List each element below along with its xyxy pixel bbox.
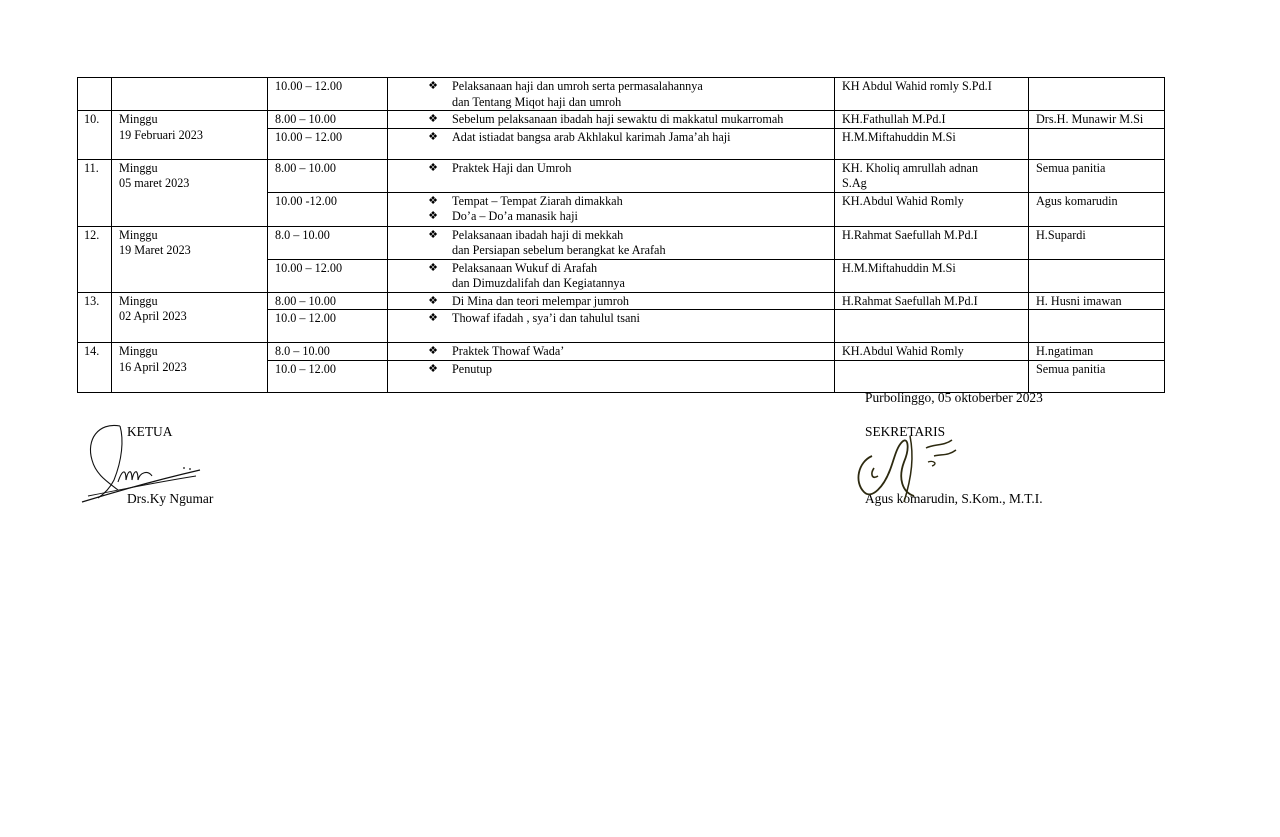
right-signer-title: SEKRETARIS	[865, 424, 946, 439]
topic-text: Pelaksanaan ibadah haji di mekkah dan Persiapan sebelum berangkat ke Arafah	[452, 227, 666, 257]
date-label: 02 April 2023	[119, 309, 187, 323]
diamond-bullet-icon: ❖	[428, 261, 438, 274]
speaker-cell: KH.Abdul Wahid Romly	[835, 343, 1029, 361]
committee-cell: Semua panitia	[1029, 360, 1165, 392]
day-label: Minggu	[119, 160, 158, 175]
session-topics	[388, 259, 835, 292]
session-topics	[388, 226, 835, 259]
session-topics	[388, 128, 835, 159]
day-date-cell	[112, 226, 268, 292]
topic-text: Adat istiadat bangsa arab Akhlakul karimah Jama’ah haji	[452, 129, 731, 144]
date-label: 16 April 2023	[119, 359, 187, 374]
diamond-bullet-icon: ❖	[428, 113, 438, 125]
session-topics	[388, 310, 835, 343]
session-topics	[388, 360, 835, 392]
topic-item	[395, 130, 827, 146]
row-number: 10.	[78, 111, 112, 160]
day-date-cell	[112, 159, 268, 226]
speaker-cell: H.M.Miftahuddin M.Si	[835, 259, 1029, 292]
row-number: 12.	[78, 226, 112, 292]
table-row	[78, 111, 1165, 129]
row-number: 13.	[78, 292, 112, 343]
schedule-table	[77, 77, 1165, 393]
day-date-cell	[112, 78, 268, 111]
committee-cell: H.Supardi	[1029, 226, 1165, 259]
committee-cell	[1029, 128, 1165, 159]
topic-item	[395, 344, 827, 360]
right-signer-name: Agus komarudin, S.Kom., M.T.I.	[865, 491, 1043, 506]
diamond-bullet-icon: ❖	[428, 210, 438, 222]
day-label: Minggu	[119, 344, 158, 358]
row-number: 14.	[78, 343, 112, 393]
speaker-cell: KH Abdul Wahid romly S.Pd.I	[835, 78, 1029, 111]
left-signer-name: Drs.Ky Ngumar	[127, 491, 214, 506]
place-date: Purbolinggo, 05 oktoberber 2023	[865, 390, 1043, 405]
table-row	[78, 292, 1165, 310]
topic-text: Di Mina dan teori melempar jumroh	[452, 293, 630, 308]
topic-item	[395, 209, 827, 225]
committee-cell	[1029, 259, 1165, 292]
speaker-cell: KH.Fathullah M.Pd.I	[835, 111, 1029, 129]
topic-item	[395, 161, 827, 177]
session-topics	[388, 292, 835, 310]
row-number	[78, 78, 112, 111]
speaker-cell: H.M.Miftahuddin M.Si	[835, 128, 1029, 159]
sekretaris-signature	[852, 426, 964, 506]
session-time: 8.00 – 10.00	[268, 159, 388, 192]
row-number: 11.	[78, 159, 112, 226]
session-time: 10.00 – 12.00	[268, 128, 388, 159]
diamond-bullet-icon: ❖	[428, 130, 438, 143]
session-time: 10.0 – 12.00	[268, 360, 388, 392]
speaker-cell: H.Rahmat Saefullah M.Pd.I	[835, 292, 1029, 310]
topic-text: Tempat – Tempat Ziarah dimakkah	[452, 193, 623, 208]
session-topics	[388, 78, 835, 111]
day-date-cell	[112, 111, 268, 160]
topic-text: Sebelum pelaksanaan ibadah haji sewaktu di makkatul mukarromah	[452, 112, 784, 126]
speaker-cell	[835, 310, 1029, 343]
topic-text: Pelaksanaan haji dan umroh serta permasalahannya dan Tentang Miqot haji dan umroh	[452, 79, 703, 109]
day-label: Minggu	[119, 293, 158, 308]
speaker-cell	[835, 360, 1029, 392]
speaker-cell: KH. Kholiq amrullah adnan S.Ag	[835, 159, 1029, 192]
committee-cell: Semua panitia	[1029, 159, 1165, 192]
session-time: 10.00 – 12.00	[268, 78, 388, 111]
session-time: 10.00 – 12.00	[268, 259, 388, 292]
speaker-cell: H.Rahmat Saefullah M.Pd.I	[835, 226, 1029, 259]
diamond-bullet-icon: ❖	[428, 294, 438, 307]
session-topics	[388, 111, 835, 129]
schedule-body	[78, 78, 1165, 393]
topic-item	[395, 194, 827, 210]
diamond-bullet-icon: ❖	[428, 228, 438, 241]
session-topics	[388, 192, 835, 226]
date-label: 05 maret 2023	[119, 176, 190, 190]
day-label: Minggu	[119, 227, 158, 242]
committee-cell	[1029, 310, 1165, 343]
table-row	[78, 226, 1165, 259]
topic-text: Thowaf ifadah , sya’i dan tahulul tsani	[452, 311, 640, 325]
session-topics	[388, 343, 835, 361]
diamond-bullet-icon: ❖	[428, 80, 438, 92]
topic-text: Praktek Haji dan Umroh	[452, 160, 572, 175]
left-signer-title: KETUA	[127, 424, 173, 439]
session-time: 10.0 – 12.00	[268, 310, 388, 343]
topic-text: Do’a – Do’a manasik haji	[452, 209, 578, 223]
session-time: 10.00 -12.00	[268, 192, 388, 226]
diamond-bullet-icon: ❖	[428, 362, 438, 375]
session-time: 8.0 – 10.00	[268, 343, 388, 361]
topic-item	[395, 112, 827, 128]
committee-cell: Agus komarudin	[1029, 192, 1165, 226]
ketua-signature	[78, 420, 208, 510]
session-time: 8.0 – 10.00	[268, 226, 388, 259]
topic-item	[395, 362, 827, 378]
topic-text: Pelaksanaan Wukuf di Arafah dan Dimuzdalifah dan Kegiatannya	[452, 260, 625, 290]
topic-item	[395, 261, 827, 292]
topic-item	[395, 228, 827, 259]
topic-item	[395, 311, 827, 327]
topic-item	[395, 294, 827, 310]
diamond-bullet-icon: ❖	[428, 312, 438, 324]
diamond-bullet-icon: ❖	[428, 161, 438, 174]
day-date-cell	[112, 343, 268, 393]
committee-cell	[1029, 78, 1165, 111]
diamond-bullet-icon: ❖	[428, 194, 438, 207]
date-label: 19 Maret 2023	[119, 243, 191, 257]
table-row	[78, 343, 1165, 361]
diamond-bullet-icon: ❖	[428, 345, 438, 357]
committee-cell: H.ngatiman	[1029, 343, 1165, 361]
speaker-cell: KH.Abdul Wahid Romly	[835, 192, 1029, 226]
committee-cell: H. Husni imawan	[1029, 292, 1165, 310]
day-label: Minggu	[119, 112, 158, 126]
topic-item	[395, 79, 827, 110]
table-row	[78, 78, 1165, 111]
committee-cell: Drs.H. Munawir M.Si	[1029, 111, 1165, 129]
session-topics	[388, 159, 835, 192]
day-date-cell	[112, 292, 268, 343]
topic-text: Praktek Thowaf Wada’	[452, 344, 565, 358]
session-time: 8.00 – 10.00	[268, 292, 388, 310]
date-label: 19 Februari 2023	[119, 127, 203, 142]
table-row	[78, 159, 1165, 192]
topic-text: Penutup	[452, 361, 492, 376]
session-time: 8.00 – 10.00	[268, 111, 388, 129]
